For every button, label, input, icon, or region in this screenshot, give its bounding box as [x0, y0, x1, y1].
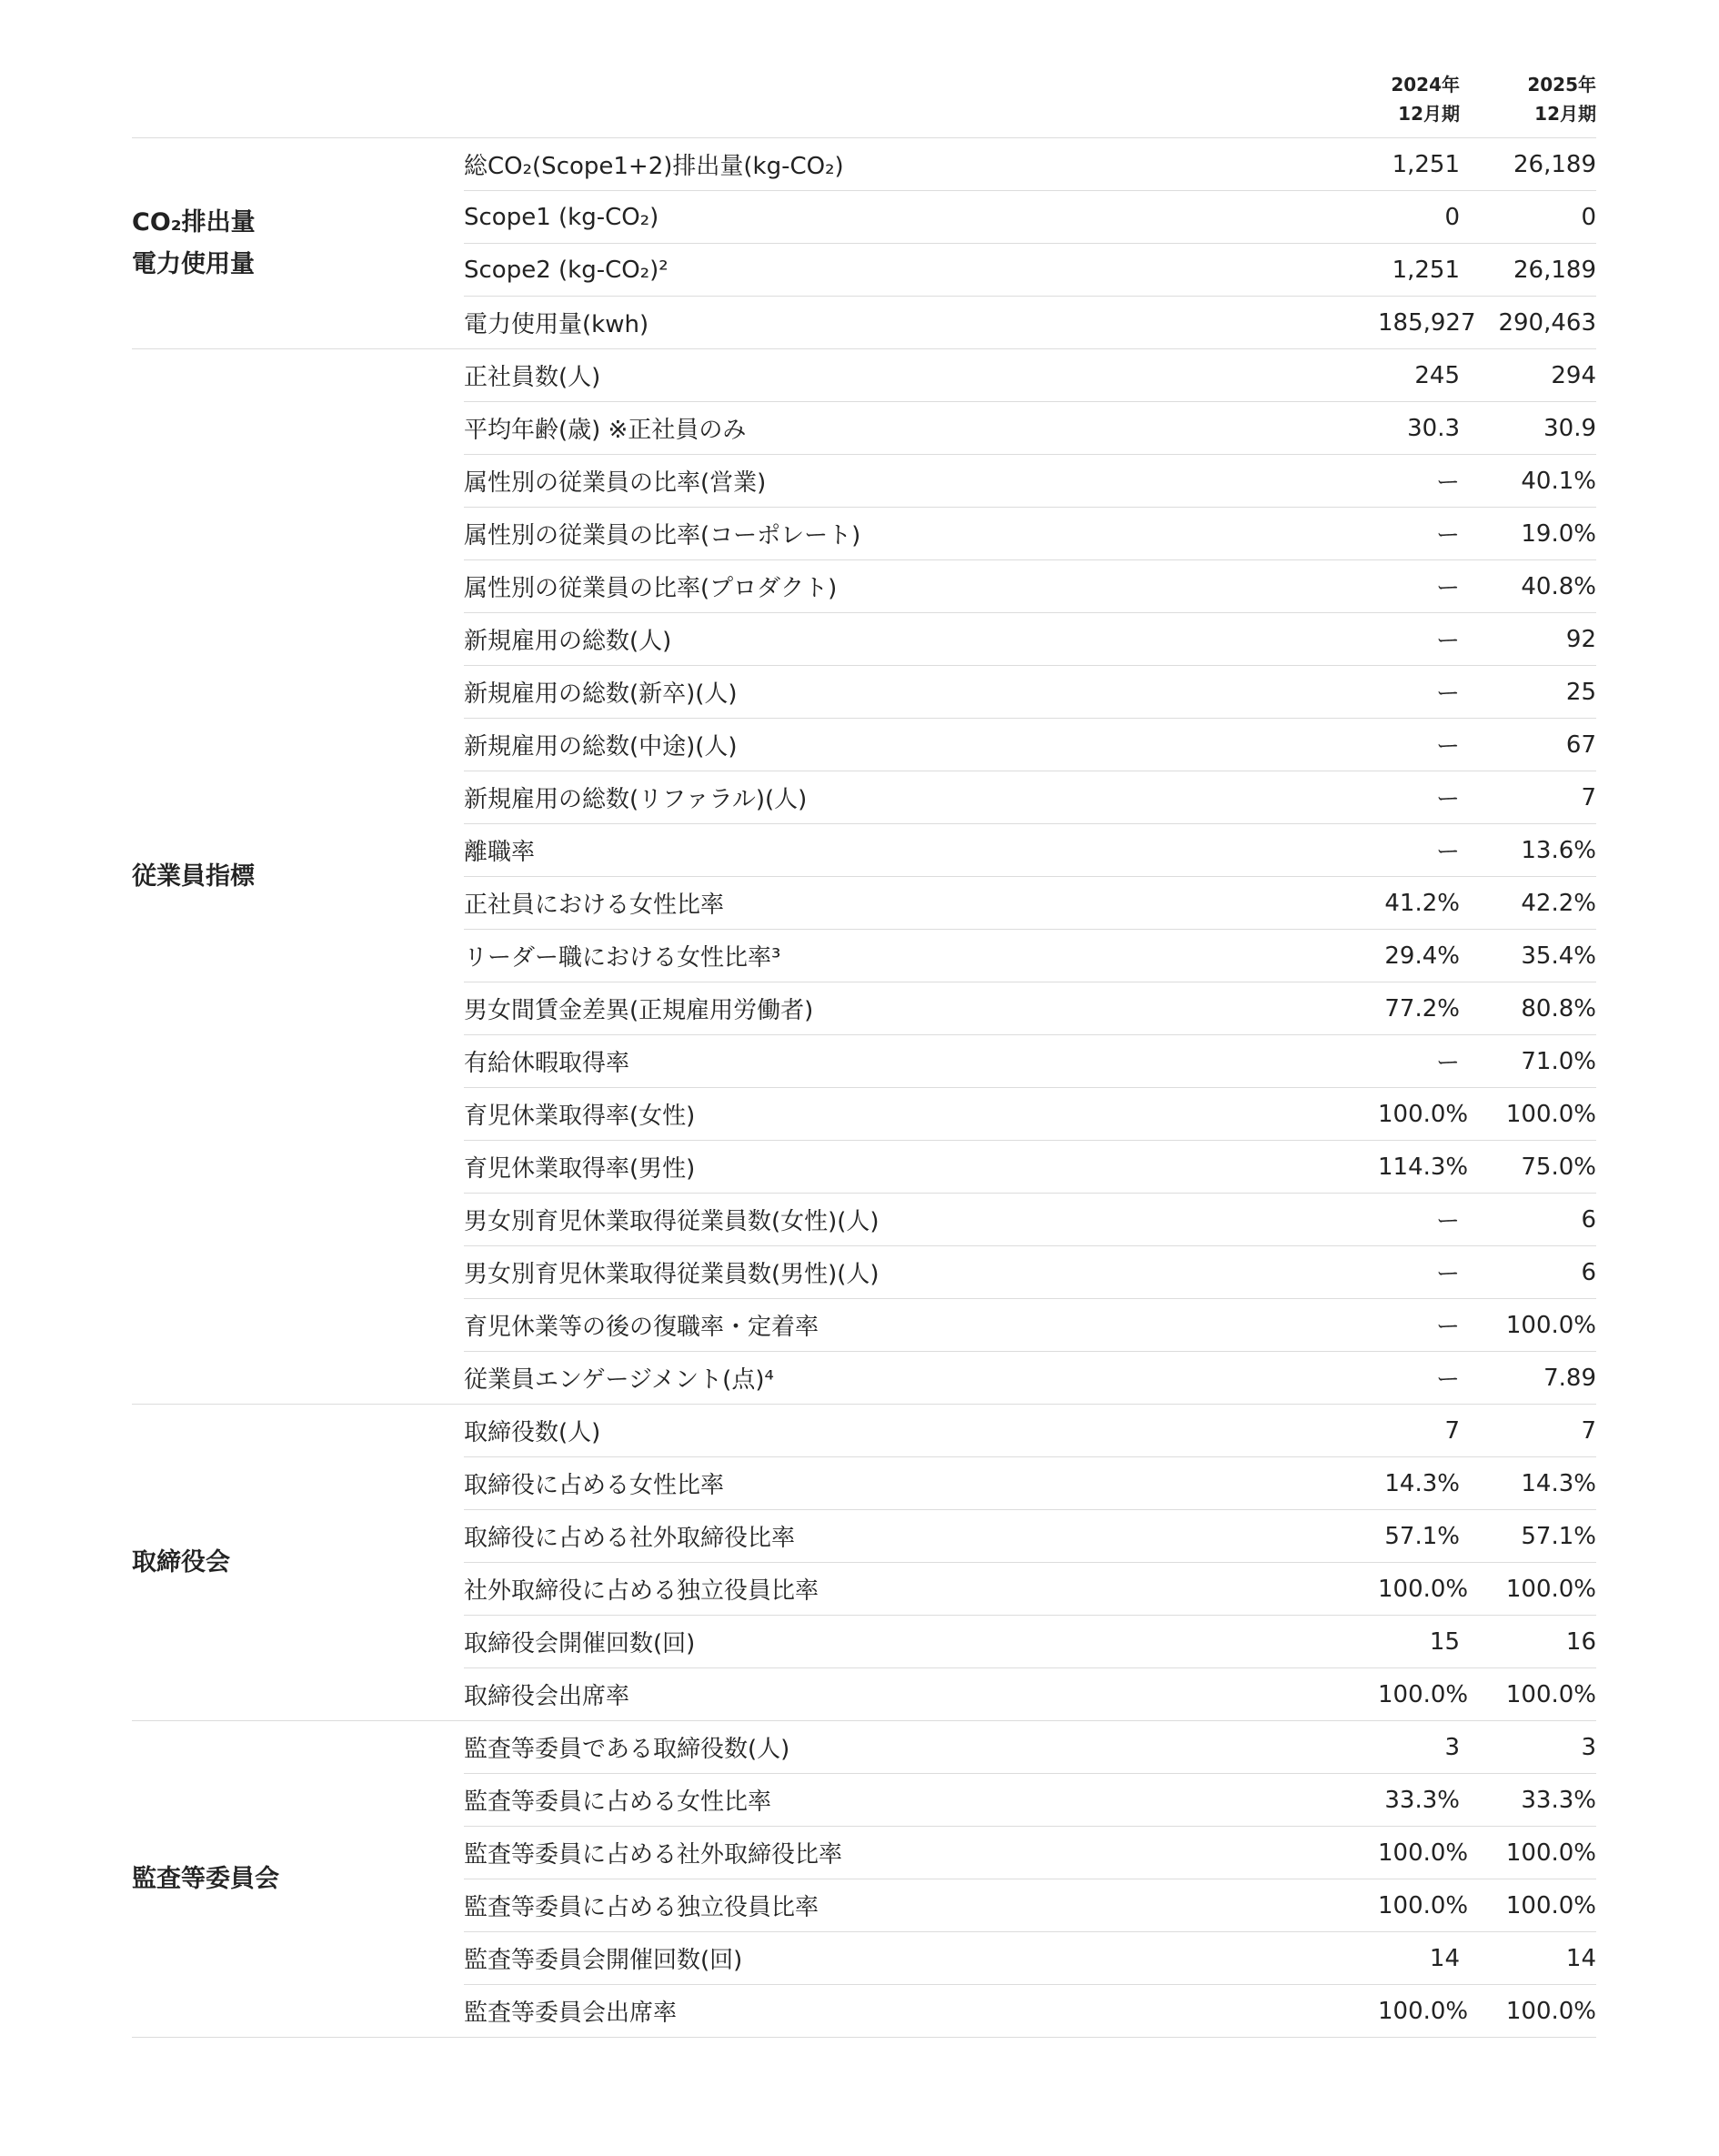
section-category-line: CO₂排出量: [132, 207, 256, 237]
header-2024-period: 12月期: [1398, 103, 1460, 125]
value-2025: 6: [1460, 1194, 1596, 1246]
value-2024: 7: [1378, 1405, 1460, 1457]
metric-label: 取締役に占める女性比率: [464, 1457, 1378, 1510]
metric-label: 離職率: [464, 824, 1378, 877]
value-2025: 294: [1460, 349, 1596, 402]
value-2024: 3: [1378, 1721, 1460, 1774]
value-2024: 41.2%: [1378, 877, 1460, 930]
sustainability-data-table: [132, 50, 1596, 2038]
header-2025-period: 12月期: [1534, 103, 1596, 125]
value-2025: 7: [1460, 1405, 1596, 1457]
value-2024: 245: [1378, 349, 1460, 402]
value-2024: ー: [1378, 1035, 1460, 1088]
metric-label: 監査等委員に占める女性比率: [464, 1774, 1378, 1827]
header-2025: [1460, 50, 1596, 138]
value-2025: 19.0%: [1460, 508, 1596, 560]
value-2024: 185,927: [1378, 297, 1460, 349]
metric-label: 取締役に占める社外取締役比率: [464, 1510, 1378, 1563]
value-2024: 100.0%: [1378, 1668, 1460, 1721]
table-row: [132, 1405, 1596, 1457]
value-2025: 40.8%: [1460, 560, 1596, 613]
value-2025: 7.89: [1460, 1352, 1596, 1405]
value-2025: 25: [1460, 666, 1596, 719]
value-2025: 26,189: [1460, 244, 1596, 297]
metric-label: 有給休暇取得率: [464, 1035, 1378, 1088]
section-category-line: 電力使用量: [132, 249, 255, 278]
value-2025: 3: [1460, 1721, 1596, 1774]
value-2024: 57.1%: [1378, 1510, 1460, 1563]
metric-label: 新規雇用の総数(中途)(人): [464, 719, 1378, 771]
value-2025: 42.2%: [1460, 877, 1596, 930]
value-2024: 100.0%: [1378, 1563, 1460, 1616]
metric-label: 新規雇用の総数(リファラル)(人): [464, 771, 1378, 824]
value-2025: 7: [1460, 771, 1596, 824]
value-2025: 67: [1460, 719, 1596, 771]
value-2024: ー: [1378, 1246, 1460, 1299]
value-2024: ー: [1378, 666, 1460, 719]
value-2025: 75.0%: [1460, 1141, 1596, 1194]
value-2024: 77.2%: [1378, 982, 1460, 1035]
value-2024: ー: [1378, 1352, 1460, 1405]
metric-label: Scope2 (kg-CO₂)²: [464, 244, 1378, 297]
metric-label: 監査等委員会出席率: [464, 1985, 1378, 2038]
metric-label: 男女別育児休業取得従業員数(女性)(人): [464, 1194, 1378, 1246]
metric-label: 属性別の従業員の比率(コーポレート): [464, 508, 1378, 560]
value-2025: 100.0%: [1460, 1088, 1596, 1141]
section-category: [132, 1721, 464, 2038]
metric-label: 属性別の従業員の比率(プロダクト): [464, 560, 1378, 613]
metric-label: 電力使用量(kwh): [464, 297, 1378, 349]
value-2024: ー: [1378, 560, 1460, 613]
value-2025: 6: [1460, 1246, 1596, 1299]
metric-label: 新規雇用の総数(新卒)(人): [464, 666, 1378, 719]
value-2025: 14.3%: [1460, 1457, 1596, 1510]
metric-label: 男女間賃金差異(正規雇用労働者): [464, 982, 1378, 1035]
value-2024: 33.3%: [1378, 1774, 1460, 1827]
value-2025: 16: [1460, 1616, 1596, 1668]
value-2025: 71.0%: [1460, 1035, 1596, 1088]
metric-label: 育児休業等の後の復職率・定着率: [464, 1299, 1378, 1352]
value-2025: 33.3%: [1460, 1774, 1596, 1827]
value-2024: 100.0%: [1378, 1985, 1460, 2038]
value-2024: ー: [1378, 771, 1460, 824]
value-2025: 30.9: [1460, 402, 1596, 455]
metric-label: 監査等委員である取締役数(人): [464, 1721, 1378, 1774]
value-2025: 100.0%: [1460, 1879, 1596, 1932]
metric-label: 新規雇用の総数(人): [464, 613, 1378, 666]
value-2024: 1,251: [1378, 244, 1460, 297]
value-2024: 14.3%: [1378, 1457, 1460, 1510]
metric-label: リーダー職における女性比率³: [464, 930, 1378, 982]
value-2025: 100.0%: [1460, 1668, 1596, 1721]
metric-label: 男女別育児休業取得従業員数(男性)(人): [464, 1246, 1378, 1299]
value-2025: 13.6%: [1460, 824, 1596, 877]
header-blank-label: [464, 50, 1378, 138]
metric-label: 育児休業取得率(女性): [464, 1088, 1378, 1141]
metric-label: 平均年齢(歳) ※正社員のみ: [464, 402, 1378, 455]
header-row: [132, 50, 1596, 138]
table-row: [132, 138, 1596, 191]
table-body: [132, 138, 1596, 2038]
section-category-line: 監査等委員会: [132, 1864, 279, 1893]
value-2024: ー: [1378, 824, 1460, 877]
metric-label: 正社員数(人): [464, 349, 1378, 402]
value-2024: ー: [1378, 719, 1460, 771]
section-category-line: 取締役会: [132, 1547, 230, 1577]
metric-label: 取締役会出席率: [464, 1668, 1378, 1721]
header-2025-year: 2025年: [1527, 74, 1596, 96]
value-2024: 1,251: [1378, 138, 1460, 191]
value-2024: 30.3: [1378, 402, 1460, 455]
value-2024: ー: [1378, 1299, 1460, 1352]
value-2024: ー: [1378, 1194, 1460, 1246]
header-2024-year: 2024年: [1391, 74, 1460, 96]
value-2024: 14: [1378, 1932, 1460, 1985]
metric-label: Scope1 (kg-CO₂): [464, 191, 1378, 244]
value-2024: 29.4%: [1378, 930, 1460, 982]
value-2025: 57.1%: [1460, 1510, 1596, 1563]
table-row: [132, 349, 1596, 402]
value-2024: ー: [1378, 508, 1460, 560]
section-category: [132, 138, 464, 349]
metric-label: 取締役会開催回数(回): [464, 1616, 1378, 1668]
header-2024: [1378, 50, 1460, 138]
value-2024: ー: [1378, 455, 1460, 508]
value-2024: 100.0%: [1378, 1827, 1460, 1879]
value-2025: 14: [1460, 1932, 1596, 1985]
value-2025: 100.0%: [1460, 1827, 1596, 1879]
header-blank-category: [132, 50, 464, 138]
value-2024: 15: [1378, 1616, 1460, 1668]
value-2024: 114.3%: [1378, 1141, 1460, 1194]
metric-label: 正社員における女性比率: [464, 877, 1378, 930]
metric-label: 社外取締役に占める独立役員比率: [464, 1563, 1378, 1616]
value-2024: ー: [1378, 613, 1460, 666]
value-2025: 290,463: [1460, 297, 1596, 349]
value-2025: 80.8%: [1460, 982, 1596, 1035]
value-2025: 35.4%: [1460, 930, 1596, 982]
value-2025: 26,189: [1460, 138, 1596, 191]
value-2025: 100.0%: [1460, 1985, 1596, 2038]
table-row: [132, 1721, 1596, 1774]
section-category: [132, 1405, 464, 1721]
value-2024: 100.0%: [1378, 1088, 1460, 1141]
table-header: [132, 50, 1596, 138]
value-2024: 100.0%: [1378, 1879, 1460, 1932]
section-category: [132, 349, 464, 1405]
metric-label: 従業員エンゲージメント(点)⁴: [464, 1352, 1378, 1405]
metric-label: 属性別の従業員の比率(営業): [464, 455, 1378, 508]
value-2025: 100.0%: [1460, 1563, 1596, 1616]
value-2024: 0: [1378, 191, 1460, 244]
metric-label: 監査等委員会開催回数(回): [464, 1932, 1378, 1985]
metric-label: 育児休業取得率(男性): [464, 1141, 1378, 1194]
value-2025: 40.1%: [1460, 455, 1596, 508]
value-2025: 92: [1460, 613, 1596, 666]
value-2025: 0: [1460, 191, 1596, 244]
value-2025: 100.0%: [1460, 1299, 1596, 1352]
metric-label: 取締役数(人): [464, 1405, 1378, 1457]
metric-label: 監査等委員に占める独立役員比率: [464, 1879, 1378, 1932]
section-category-line: 従業員指標: [132, 861, 255, 891]
metric-label: 監査等委員に占める社外取締役比率: [464, 1827, 1378, 1879]
metric-label: 総CO₂(Scope1+2)排出量(kg-CO₂): [464, 138, 1378, 191]
